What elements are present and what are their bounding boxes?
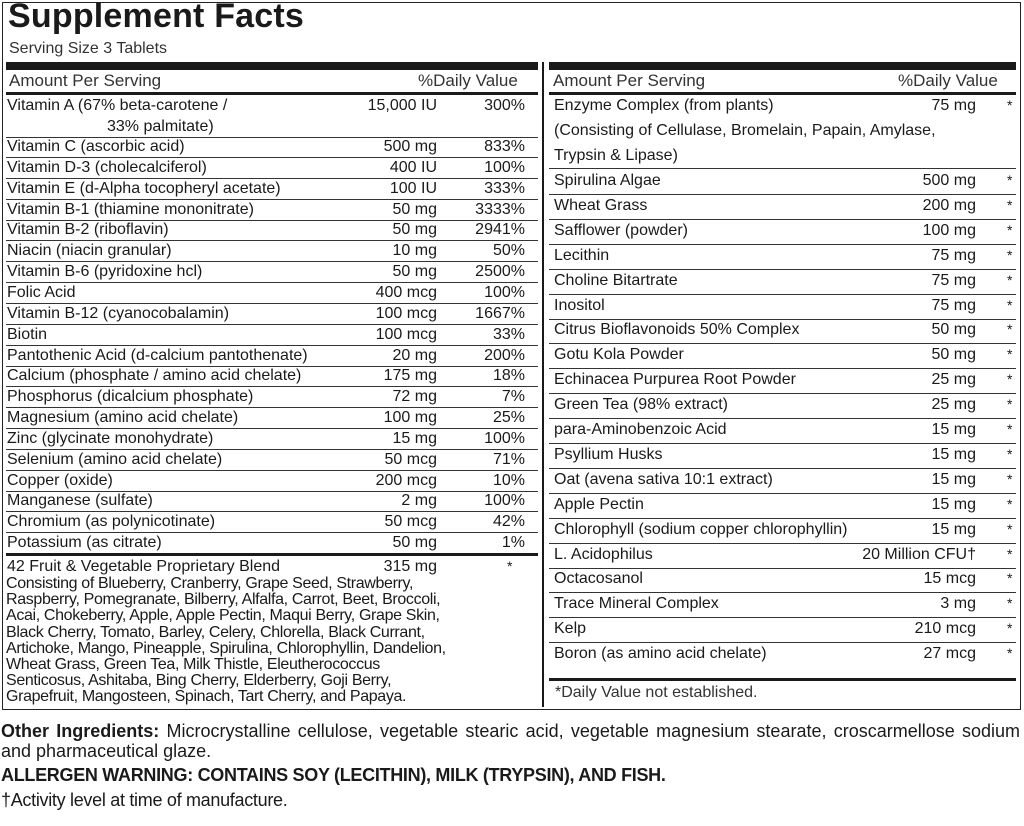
ingredient-name: Apple Pectin — [554, 495, 644, 513]
blend-amount: 315 mg — [383, 558, 437, 575]
ingredient-name: Oat (avena sativa 10:1 extract) — [554, 470, 773, 488]
left-amount-header: Amount Per Serving — [9, 71, 162, 90]
right-dv-header: %Daily Value — [898, 71, 998, 90]
ingredient-amount: 75 mg — [931, 246, 976, 264]
ingredient-star: * — [1007, 221, 1013, 238]
row-divider — [549, 393, 1016, 394]
ingredient-amount: 20 Million CFU† — [862, 545, 976, 563]
row-divider — [549, 568, 1016, 569]
nutrient-name: Magnesium (amino acid chelate) — [7, 409, 239, 427]
nutrient-dv: 100% — [484, 492, 525, 510]
nutrient-name: Vitamin D-3 (cholecalciferol) — [7, 158, 207, 176]
nutrient-dv: 333% — [484, 179, 525, 197]
ingredient-name: Inositol — [554, 296, 605, 314]
serving-size: Serving Size 3 Tablets — [9, 40, 168, 57]
ingredient-amount: 75 mg — [931, 271, 976, 289]
left-header-rule — [6, 92, 538, 95]
ingredient-star: * — [1007, 296, 1013, 313]
row-divider — [6, 470, 538, 471]
ingredient-amount: 15 mg — [931, 520, 976, 538]
nutrient-amount: 175 mg — [383, 367, 437, 385]
row-divider — [549, 543, 1016, 544]
nutrient-amount: 15,000 IU — [367, 97, 437, 114]
ingredient-name: Chlorophyll (sodium copper chlorophyllin) — [554, 520, 848, 538]
row-divider — [549, 219, 1016, 220]
enzyme-line2: (Consisting of Cellulase, Bromelain, Papain, Amylase, — [554, 122, 936, 139]
nutrient-dv: 25% — [492, 409, 525, 427]
ingredient-amount: 25 mg — [931, 396, 976, 414]
ingredient-amount: 75 mg — [931, 296, 976, 314]
ingredient-name: L. Acidophilus — [554, 545, 653, 563]
nutrient-dv: 10% — [492, 471, 525, 489]
nutrient-name: Potassium (as citrate) — [7, 534, 162, 552]
ingredient-star: * — [1007, 421, 1013, 437]
nutrient-amount: 50 mg — [392, 263, 437, 281]
row-divider — [549, 168, 1016, 169]
ingredient-star: * — [1007, 172, 1013, 188]
nutrient-name: Vitamin B-1 (thiamine mononitrate) — [7, 200, 254, 218]
ingredient-amount: 50 mg — [931, 346, 976, 364]
nutrient-name: Calcium (phosphate / amino acid chelate) — [7, 367, 302, 385]
nutrient-dv: 300% — [484, 97, 525, 114]
nutrient-amount: 50 mcg — [384, 450, 437, 468]
enzyme-name: Enzyme Complex (from plants) — [554, 97, 774, 114]
row-divider — [6, 199, 538, 200]
right-bottom-rule — [549, 678, 1016, 681]
nutrient-name: Zinc (glycinate monohydrate) — [7, 429, 214, 447]
nutrient-name: Manganese (sulfate) — [7, 492, 153, 510]
nutrient-dv: 200% — [484, 346, 525, 364]
row-divider — [549, 294, 1016, 295]
ingredient-name: Trace Mineral Complex — [554, 595, 719, 613]
nutrient-amount: 50 mg — [392, 200, 437, 218]
nutrient-amount: 50 mg — [392, 221, 437, 239]
ingredient-name: Psyllium Husks — [554, 445, 663, 463]
row-divider — [549, 269, 1016, 270]
row-divider — [6, 449, 538, 450]
ingredient-name: Spirulina Algae — [554, 172, 661, 189]
row-divider — [549, 617, 1016, 618]
nutrient-name: Chromium (as polynicotinate) — [7, 513, 216, 531]
ingredient-name: para-Aminobenzoic Acid — [554, 421, 727, 438]
ingredient-amount: 15 mg — [931, 445, 976, 463]
row-divider — [6, 532, 538, 533]
ingredient-star: * — [1007, 520, 1013, 537]
row-divider — [6, 491, 538, 492]
ingredient-amount: 15 mg — [931, 421, 976, 438]
ingredient-star: * — [1007, 246, 1013, 263]
nutrient-amount: 72 mg — [392, 388, 437, 406]
nutrient-dv: 50% — [492, 242, 525, 260]
nutrient-dv: 100% — [484, 429, 525, 447]
ingredient-name: Boron (as amino acid chelate) — [554, 645, 767, 663]
nutrient-dv: 1% — [501, 534, 525, 552]
column-divider — [542, 62, 544, 707]
ingredient-name: Gotu Kola Powder — [554, 346, 684, 364]
ingredient-star: * — [1007, 595, 1013, 612]
nutrient-dv: 2941% — [475, 221, 525, 239]
ingredient-name: Safflower (powder) — [554, 221, 688, 239]
nutrient-dv: 18% — [492, 367, 525, 385]
ingredient-amount: 27 mcg — [923, 645, 976, 663]
nutrient-amount: 10 mg — [392, 242, 437, 260]
blend-name: 42 Fruit & Vegetable Proprietary Blend — [7, 558, 281, 575]
nutrient-dv: 100% — [484, 158, 525, 176]
ingredient-name: Echinacea Purpurea Root Powder — [554, 371, 796, 389]
ingredient-amount: 100 mg — [922, 221, 976, 239]
ingredient-amount: 25 mg — [931, 371, 976, 389]
ingredient-star: * — [1007, 645, 1013, 662]
nutrient-name: Biotin — [7, 325, 48, 343]
ingredient-amount: 15 mcg — [923, 570, 976, 588]
nutrient-name: Pantothenic Acid (d-calcium pantothenate) — [7, 346, 308, 364]
nutrient-dv: 33% — [492, 325, 525, 343]
row-divider — [549, 319, 1016, 320]
enzyme-amount: 75 mg — [931, 97, 976, 114]
nutrient-amount: 100 mcg — [375, 325, 437, 343]
nutrient-dv: 1667% — [475, 304, 525, 322]
row-divider — [549, 194, 1016, 195]
nutrient-name: Folic Acid — [7, 283, 76, 301]
nutrient-dv: 7% — [501, 388, 525, 406]
ingredient-amount: 15 mg — [931, 470, 976, 488]
ingredient-amount: 210 mcg — [914, 620, 976, 638]
nutrient-name: Niacin (niacin granular) — [7, 242, 172, 260]
row-divider — [6, 240, 538, 241]
nutrient-amount: 100 mg — [383, 409, 437, 427]
ingredient-star: * — [1007, 196, 1013, 213]
nutrient-dv: 2500% — [475, 263, 525, 281]
row-divider — [549, 343, 1016, 344]
ingredient-amount: 3 mg — [940, 595, 976, 613]
nutrient-amount: 50 mg — [392, 534, 437, 552]
ingredient-amount: 500 mg — [922, 172, 976, 189]
nutrient-amount: 15 mg — [392, 429, 437, 447]
nutrient-dv: 71% — [492, 450, 525, 468]
ingredient-star: * — [1007, 620, 1013, 637]
row-divider — [6, 386, 538, 387]
right-thick-bar — [549, 62, 1016, 70]
nutrient-name: Vitamin A (67% beta-carotene / — [7, 97, 228, 114]
blend-star: * — [507, 558, 513, 574]
nutrient-name: Vitamin C (ascorbic acid) — [7, 138, 185, 155]
daily-value-note: *Daily Value not established. — [555, 684, 758, 701]
ingredient-name: Lecithin — [554, 246, 610, 264]
nutrient-amount: 400 mcg — [375, 283, 437, 301]
row-divider — [549, 493, 1016, 494]
nutrient-dv: 833% — [484, 138, 525, 155]
ingredient-star: * — [1007, 321, 1013, 338]
nutrient-amount: 100 mcg — [375, 304, 437, 322]
row-divider — [6, 511, 538, 512]
nutrient-name: Vitamin B-12 (cyanocobalamin) — [7, 304, 230, 322]
nutrient-name: Vitamin B-2 (riboflavin) — [7, 221, 169, 239]
nutrient-name: Copper (oxide) — [7, 471, 113, 489]
row-divider — [6, 345, 538, 346]
other-ingredients-label: Other Ingredients: — [1, 721, 160, 741]
row-divider — [549, 592, 1016, 593]
ingredient-amount: 200 mg — [922, 196, 976, 214]
row-divider — [549, 418, 1016, 419]
nutrient-amount: 100 IU — [389, 179, 437, 197]
row-divider — [549, 244, 1016, 245]
nutrient-name: Vitamin B-6 (pyridoxine hcl) — [7, 263, 203, 281]
enzyme-line3: Trypsin & Lipase) — [554, 147, 678, 164]
row-divider — [6, 324, 538, 325]
ingredient-name: Wheat Grass — [554, 196, 648, 214]
row-divider — [6, 407, 538, 408]
nutrient-amount: 500 mg — [383, 138, 437, 155]
ingredient-star: * — [1007, 470, 1013, 487]
row-divider — [6, 220, 538, 221]
nutrient-amount: 2 mg — [401, 492, 437, 510]
ingredient-name: Citrus Bioflavonoids 50% Complex — [554, 321, 800, 339]
row-divider — [6, 303, 538, 304]
nutrient-dv: 42% — [492, 513, 525, 531]
ingredient-star: * — [1007, 495, 1013, 512]
row-divider — [6, 261, 538, 262]
panel-title: Supplement Facts — [8, 0, 305, 35]
ingredient-name: Octacosanol — [554, 570, 643, 588]
ingredient-star: * — [1007, 545, 1013, 562]
left-dv-header: %Daily Value — [418, 71, 518, 90]
ingredient-star: * — [1007, 371, 1013, 388]
ingredient-name: Kelp — [554, 620, 587, 638]
row-divider — [6, 553, 538, 556]
row-divider — [549, 368, 1016, 369]
nutrient-name: Vitamin E (d-Alpha tocopheryl acetate) — [7, 179, 281, 197]
other-ingredients — [1, 721, 1020, 761]
nutrient-name: Selenium (amino acid chelate) — [7, 450, 223, 468]
nutrient-dv: 100% — [484, 283, 525, 301]
ingredient-name: Choline Bitartrate — [554, 271, 678, 289]
left-thick-bar — [6, 62, 538, 70]
row-divider — [549, 642, 1016, 643]
nutrient-name-cont: 33% palmitate) — [107, 118, 214, 135]
activity-note: †Activity level at time of manufacture. — [1, 790, 288, 810]
nutrient-name: Phosphorus (dicalcium phosphate) — [7, 388, 254, 406]
nutrient-amount: 50 mcg — [384, 513, 437, 531]
ingredient-star: * — [1007, 346, 1013, 363]
row-divider — [549, 443, 1016, 444]
ingredient-star: * — [1007, 570, 1013, 587]
row-divider — [549, 518, 1016, 519]
nutrient-amount: 200 mcg — [375, 471, 437, 489]
row-divider — [6, 282, 538, 283]
row-divider — [6, 157, 538, 158]
ingredient-star: * — [1007, 396, 1013, 413]
ingredient-star: * — [1007, 445, 1013, 462]
allergen-warning: ALLERGEN WARNING: CONTAINS SOY (LECITHIN), MILK (TRYPSIN), AND FISH. — [1, 765, 666, 785]
right-header-rule — [549, 92, 1016, 95]
blend-ingredients: Consisting of Blueberry, Cranberry, Grape Seed, Strawberry, Raspberry, Pomegranate, Bilberry, Alfalfa, Carrot, Beet, Broccoli, Acai, Chokeberry, Apple, Apple Pectin, Maqui Berry, Grape Skin, Black Cherry, Tomato, Barley, Celery, Chlorella, Black Currant, Artichoke, Mango, Pineapple, Spirulina, Chlorophyllin, Dandelion, Wheat Grass, Green Tea, Milk Thistle, Eleutherococcus Senticosus, Ashitaba, Bing Cherry, Elderberry, Goji Berry, Grapefruit, Mangosteen, Spinach, Tart Cherry, and Papaya. — [6, 575, 446, 706]
nutrient-amount: 20 mg — [392, 346, 437, 364]
right-amount-header: Amount Per Serving — [553, 71, 706, 90]
nutrient-amount: 400 IU — [389, 158, 437, 176]
ingredient-star: * — [1007, 271, 1013, 288]
row-divider — [6, 366, 538, 367]
row-divider — [6, 178, 538, 179]
ingredient-amount: 15 mg — [931, 495, 976, 513]
enzyme-star: * — [1007, 97, 1013, 113]
ingredient-name: Green Tea (98% extract) — [554, 396, 729, 414]
nutrient-dv: 3333% — [475, 200, 525, 218]
row-divider — [549, 468, 1016, 469]
other-ingredients-text: Microcrystalline cellulose, vegetable stearic acid, vegetable magnesium stearate, croscarmellose sodium and pharmaceutical glaze. — [1, 721, 1021, 761]
row-divider — [6, 428, 538, 429]
ingredient-amount: 50 mg — [931, 321, 976, 339]
